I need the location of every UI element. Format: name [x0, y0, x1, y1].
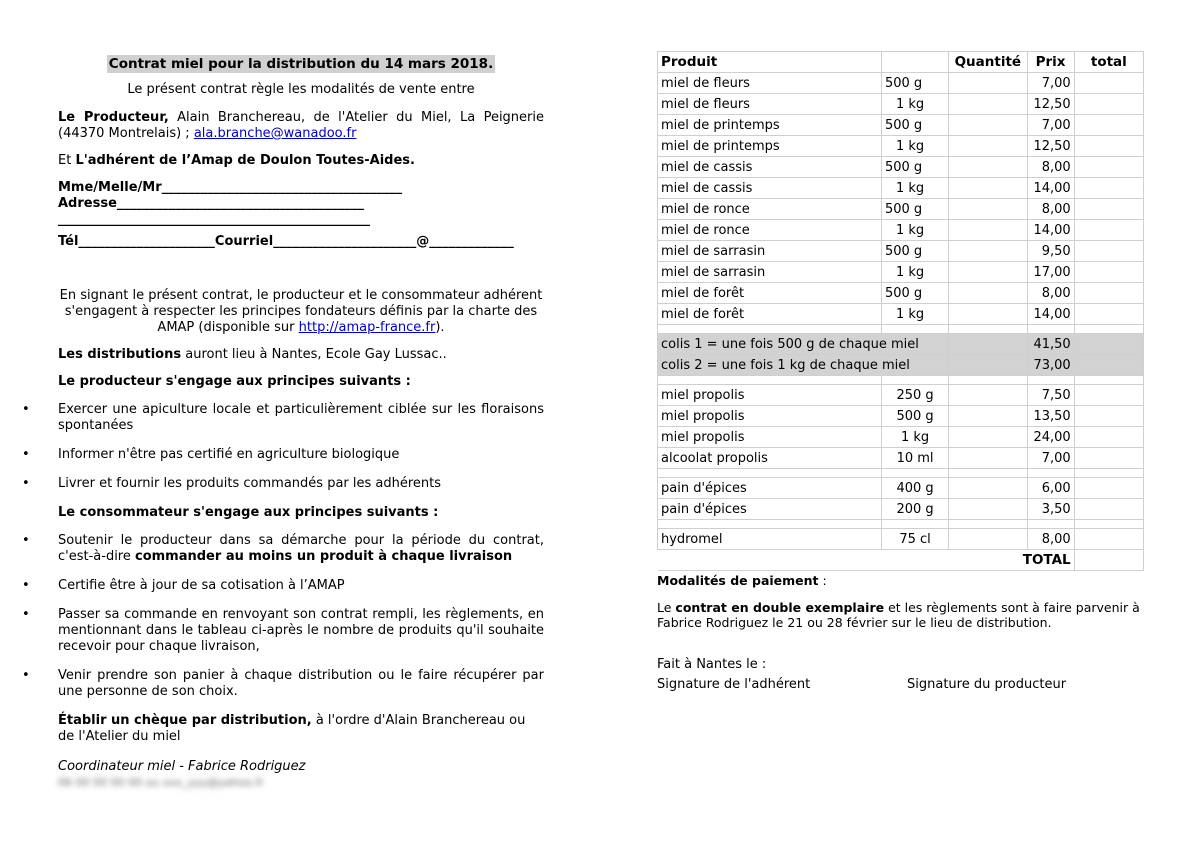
price-value: 7,00 — [1027, 73, 1074, 94]
total-cell[interactable] — [1074, 529, 1143, 550]
table-row — [658, 385, 1144, 406]
signing-paragraph: En signant le présent contrat, le producteur et le consommateur adhérent s'engagent à respecter les principes fondateurs définis par la charte des AMAP (disponible sur http://amap-france.fr). — [59, 288, 543, 335]
price-value: 8,00 — [1027, 529, 1074, 550]
tel-email-field[interactable]: Tél_____________________Courriel______________________@_____________ — [58, 234, 514, 249]
blurred-contact: 06 00 00 00 00 ou xxx_yyy@yahoo.fr — [58, 776, 264, 789]
quantity-input[interactable] — [949, 529, 1027, 550]
product-size: 10 ml — [881, 448, 948, 469]
producer-label: Le Producteur, — [58, 110, 169, 125]
table-header-row — [658, 52, 1144, 73]
quantity-input[interactable] — [949, 385, 1027, 406]
price-value: 12,50 — [1027, 94, 1074, 115]
product-name: miel de ronce — [658, 220, 882, 241]
table-row — [658, 406, 1144, 427]
cheque-paragraph: Établir un chèque par distribution, à l'ordre d'Alain Branchereau ou de l'Atelier du miel — [58, 713, 526, 744]
price-value: 12,50 — [1027, 136, 1074, 157]
product-size: 500 g — [881, 199, 948, 220]
spacer-cell — [658, 376, 882, 385]
price-value: 73,00 — [1027, 355, 1074, 376]
total-cell[interactable] — [1074, 178, 1143, 199]
consumer-heading: Le consommateur s'engage aux principes suivants : — [58, 505, 439, 520]
spacer-row — [658, 325, 1144, 334]
product-name: miel propolis — [658, 427, 882, 448]
colis-row — [658, 334, 1144, 355]
header-quantite: Quantité — [949, 52, 1027, 73]
spacer-row — [658, 520, 1144, 529]
product-name: miel de fleurs — [658, 73, 882, 94]
product-size: 500 g — [881, 283, 948, 304]
price-value: 14,00 — [1027, 220, 1074, 241]
price-value: 3,50 — [1027, 499, 1074, 520]
spacer-cell — [658, 325, 882, 334]
table-row — [658, 241, 1144, 262]
total-cell[interactable] — [1074, 448, 1143, 469]
table-row — [658, 115, 1144, 136]
quantity-input[interactable] — [949, 478, 1027, 499]
total-cell[interactable] — [1074, 157, 1143, 178]
product-name: pain d'épices — [658, 499, 882, 520]
bullet-icon: • — [22, 668, 30, 683]
table-row — [658, 427, 1144, 448]
total-cell[interactable] — [1074, 136, 1143, 157]
quantity-input[interactable] — [949, 94, 1027, 115]
product-name: miel de sarrasin — [658, 262, 882, 283]
list-item: • Venir prendre son panier à chaque distribution ou le faire récupérer par une personne de son choix. — [22, 668, 544, 699]
product-size: 1 kg — [881, 304, 948, 325]
quantity-input[interactable] — [949, 406, 1027, 427]
product-size: 250 g — [881, 385, 948, 406]
product-size: 75 cl — [881, 529, 948, 550]
bullet-icon: • — [22, 447, 30, 462]
order-table-body — [658, 73, 1144, 571]
producer-commitments-list — [22, 402, 544, 492]
total-cell[interactable] — [1074, 499, 1143, 520]
product-name: miel de sarrasin — [658, 241, 882, 262]
producer-email-link[interactable]: ala.branche@wanadoo.fr — [193, 126, 357, 141]
bullet-icon: • — [22, 533, 30, 548]
price-value: 41,50 — [1027, 334, 1074, 355]
list-item: • Exercer une apiculture locale et particulièrement ciblée sur les floraisons spontanées — [22, 402, 544, 433]
spacer-cell — [1027, 376, 1074, 385]
product-size: 1 kg — [881, 220, 948, 241]
colis-label: colis 2 = une fois 1 kg de chaque miel — [658, 355, 949, 376]
spacer-cell — [949, 376, 1027, 385]
price-value: 6,00 — [1027, 478, 1074, 499]
contract-terms-column — [22, 56, 544, 791]
product-size: 500 g — [881, 406, 948, 427]
total-cell[interactable] — [1074, 262, 1143, 283]
product-size: 1 kg — [881, 262, 948, 283]
total-cell[interactable] — [1074, 334, 1143, 355]
spacer-cell — [881, 376, 948, 385]
spacer-cell — [1027, 469, 1074, 478]
total-cell[interactable] — [1074, 355, 1143, 376]
quantity-input[interactable] — [949, 241, 1027, 262]
spacer-cell — [658, 469, 882, 478]
table-row — [658, 136, 1144, 157]
header-total: total — [1074, 52, 1143, 73]
product-size: 1 kg — [881, 94, 948, 115]
member-signature-label: Signature de l'adhérent — [657, 677, 811, 692]
total-cell[interactable] — [1074, 478, 1143, 499]
name-field[interactable]: Mme/Melle/Mr_____________________________________ — [58, 180, 403, 195]
product-name: miel de ronce — [658, 199, 882, 220]
product-name: miel de cassis — [658, 157, 882, 178]
price-value: 14,00 — [1027, 178, 1074, 199]
product-name: alcoolat propolis — [658, 448, 882, 469]
product-name: hydromel — [658, 529, 882, 550]
price-value: 13,50 — [1027, 406, 1074, 427]
product-name: miel de cassis — [658, 178, 882, 199]
price-value: 9,50 — [1027, 241, 1074, 262]
quantity-input[interactable] — [949, 499, 1027, 520]
table-row — [658, 94, 1144, 115]
product-name: miel de fleurs — [658, 94, 882, 115]
spacer-cell — [949, 469, 1027, 478]
product-size: 500 g — [881, 157, 948, 178]
quantity-input[interactable] — [949, 427, 1027, 448]
table-row — [658, 220, 1144, 241]
price-value: 8,00 — [1027, 157, 1074, 178]
product-size: 500 g — [881, 73, 948, 94]
total-row — [658, 550, 1144, 571]
list-item: • Soutenir le producteur dans sa démarche pour la période du contrat, c'est-à-dire commander au moins un produit à chaque livraison — [22, 533, 544, 564]
quantity-input[interactable] — [949, 220, 1027, 241]
product-name: miel de printemps — [658, 115, 882, 136]
amap-link[interactable]: http://amap-france.fr — [298, 320, 436, 335]
quantity-input[interactable] — [949, 304, 1027, 325]
product-size: 500 g — [881, 115, 948, 136]
quantity-input[interactable] — [949, 178, 1027, 199]
header-prix: Prix — [1027, 52, 1074, 73]
price-value: 7,00 — [1027, 115, 1074, 136]
producer-text: Alain Branchereau, de l'Atelier du Miel, La Peignerie (44370 Montrelais) ; — [58, 110, 544, 141]
spacer-cell — [1074, 376, 1143, 385]
product-name: miel de forêt — [658, 283, 882, 304]
table-row — [658, 529, 1144, 550]
table-row — [658, 283, 1144, 304]
table-row — [658, 157, 1144, 178]
total-cell[interactable] — [1074, 304, 1143, 325]
product-name: pain d'épices — [658, 478, 882, 499]
spacer-cell — [949, 325, 1027, 334]
total-cell[interactable] — [1074, 94, 1143, 115]
producer-paragraph — [58, 110, 544, 142]
quantity-input[interactable] — [949, 262, 1027, 283]
spacer-cell — [1074, 325, 1143, 334]
table-row — [658, 304, 1144, 325]
price-value: 14,00 — [1027, 304, 1074, 325]
payment-section — [657, 573, 1144, 693]
spacer-row — [658, 376, 1144, 385]
signature-row — [657, 677, 1144, 693]
quantity-input[interactable] — [949, 355, 1027, 376]
table-row — [658, 478, 1144, 499]
contract-title: Contrat miel pour la distribution du 14 mars 2018. — [108, 56, 494, 72]
spacer-row — [658, 469, 1144, 478]
producer-heading: Le producteur s'engage aux principes suivants : — [58, 374, 411, 389]
order-column — [657, 51, 1144, 693]
table-row — [658, 73, 1144, 94]
quantity-input[interactable] — [949, 157, 1027, 178]
grand-total-cell[interactable] — [1074, 550, 1143, 571]
place-line: Fait à Nantes le : — [657, 657, 767, 672]
coordinator-line: Coordinateur miel - Fabrice Rodriguez — [58, 759, 306, 774]
list-item: • Livrer et fournir les produits commandés par les adhérents — [22, 476, 442, 491]
total-cell[interactable] — [1074, 406, 1143, 427]
quantity-input[interactable] — [949, 115, 1027, 136]
product-size: 500 g — [881, 241, 948, 262]
total-label: TOTAL — [658, 550, 1075, 571]
quantity-input[interactable] — [949, 448, 1027, 469]
consumer-commitments-list — [22, 533, 544, 700]
colis-label: colis 1 = une fois 500 g de chaque miel — [658, 334, 949, 355]
address-field[interactable]: Adresse______________________________________ — [58, 196, 364, 211]
member-label: L'adhérent de l’Amap de Doulon Toutes-Aides. — [75, 153, 415, 168]
total-cell[interactable] — [1074, 220, 1143, 241]
spacer-cell — [1074, 520, 1143, 529]
bullet-icon: • — [22, 476, 30, 491]
header-size — [881, 52, 948, 73]
spacer-cell — [881, 469, 948, 478]
price-value: 8,00 — [1027, 199, 1074, 220]
total-cell[interactable] — [1074, 73, 1143, 94]
product-size: 1 kg — [881, 136, 948, 157]
quantity-input[interactable] — [949, 334, 1027, 355]
member-line: Et L'adhérent de l’Amap de Doulon Toutes-Aides. — [58, 153, 415, 168]
header-produit: Produit — [658, 52, 882, 73]
list-item: • Certifie être à jour de sa cotisation à l’AMAP — [22, 578, 345, 593]
spacer-cell — [881, 520, 948, 529]
table-row — [658, 262, 1144, 283]
producer-signature-label: Signature du producteur — [907, 677, 1067, 692]
total-cell[interactable] — [1074, 427, 1143, 448]
address-field-line2[interactable]: ________________________________________________ — [58, 212, 370, 227]
bullet-icon: • — [22, 607, 30, 622]
payment-text: Le contrat en double exemplaire et les règlements sont à faire parvenir à Fabrice Rodriguez le 21 ou 28 février sur le lieu de distribution. — [657, 600, 1140, 630]
product-name: miel de printemps — [658, 136, 882, 157]
table-row — [658, 178, 1144, 199]
total-cell[interactable] — [1074, 385, 1143, 406]
product-name: miel propolis — [658, 385, 882, 406]
bullet-icon: • — [22, 402, 30, 417]
spacer-cell — [1027, 325, 1074, 334]
total-cell[interactable] — [1074, 283, 1143, 304]
quantity-input[interactable] — [949, 136, 1027, 157]
price-value: 7,50 — [1027, 385, 1074, 406]
table-row — [658, 199, 1144, 220]
order-table — [657, 51, 1144, 571]
product-size: 400 g — [881, 478, 948, 499]
quantity-input[interactable] — [949, 73, 1027, 94]
spacer-cell — [1074, 469, 1143, 478]
distribution-line: Les distributions auront lieu à Nantes, Ecole Gay Lussac.. — [58, 347, 447, 362]
total-cell[interactable] — [1074, 199, 1143, 220]
list-item: • Informer n'être pas certifié en agriculture biologique — [22, 447, 400, 462]
product-size: 1 kg — [881, 178, 948, 199]
total-cell[interactable] — [1074, 241, 1143, 262]
price-value: 8,00 — [1027, 283, 1074, 304]
product-name: miel de forêt — [658, 304, 882, 325]
table-row — [658, 499, 1144, 520]
product-name: miel propolis — [658, 406, 882, 427]
table-row — [658, 448, 1144, 469]
spacer-cell — [658, 520, 882, 529]
total-cell[interactable] — [1074, 115, 1143, 136]
quantity-input[interactable] — [949, 199, 1027, 220]
product-size: 200 g — [881, 499, 948, 520]
bullet-icon: • — [22, 578, 30, 593]
spacer-cell — [949, 520, 1027, 529]
product-size: 1 kg — [881, 427, 948, 448]
quantity-input[interactable] — [949, 283, 1027, 304]
price-value: 17,00 — [1027, 262, 1074, 283]
spacer-cell — [1027, 520, 1074, 529]
price-value: 7,00 — [1027, 448, 1074, 469]
colis-row — [658, 355, 1144, 376]
spacer-cell — [881, 325, 948, 334]
list-item: • Passer sa commande en renvoyant son contrat rempli, les règlements, en mentionnant dans le tableau ci-après le nombre de produits qu'il souhaite recevoir pour chaque livraison, — [22, 607, 544, 654]
price-value: 24,00 — [1027, 427, 1074, 448]
payment-heading: Modalités de paiement : — [657, 573, 827, 588]
intro-text: Le présent contrat règle les modalités de vente entre — [127, 82, 475, 97]
